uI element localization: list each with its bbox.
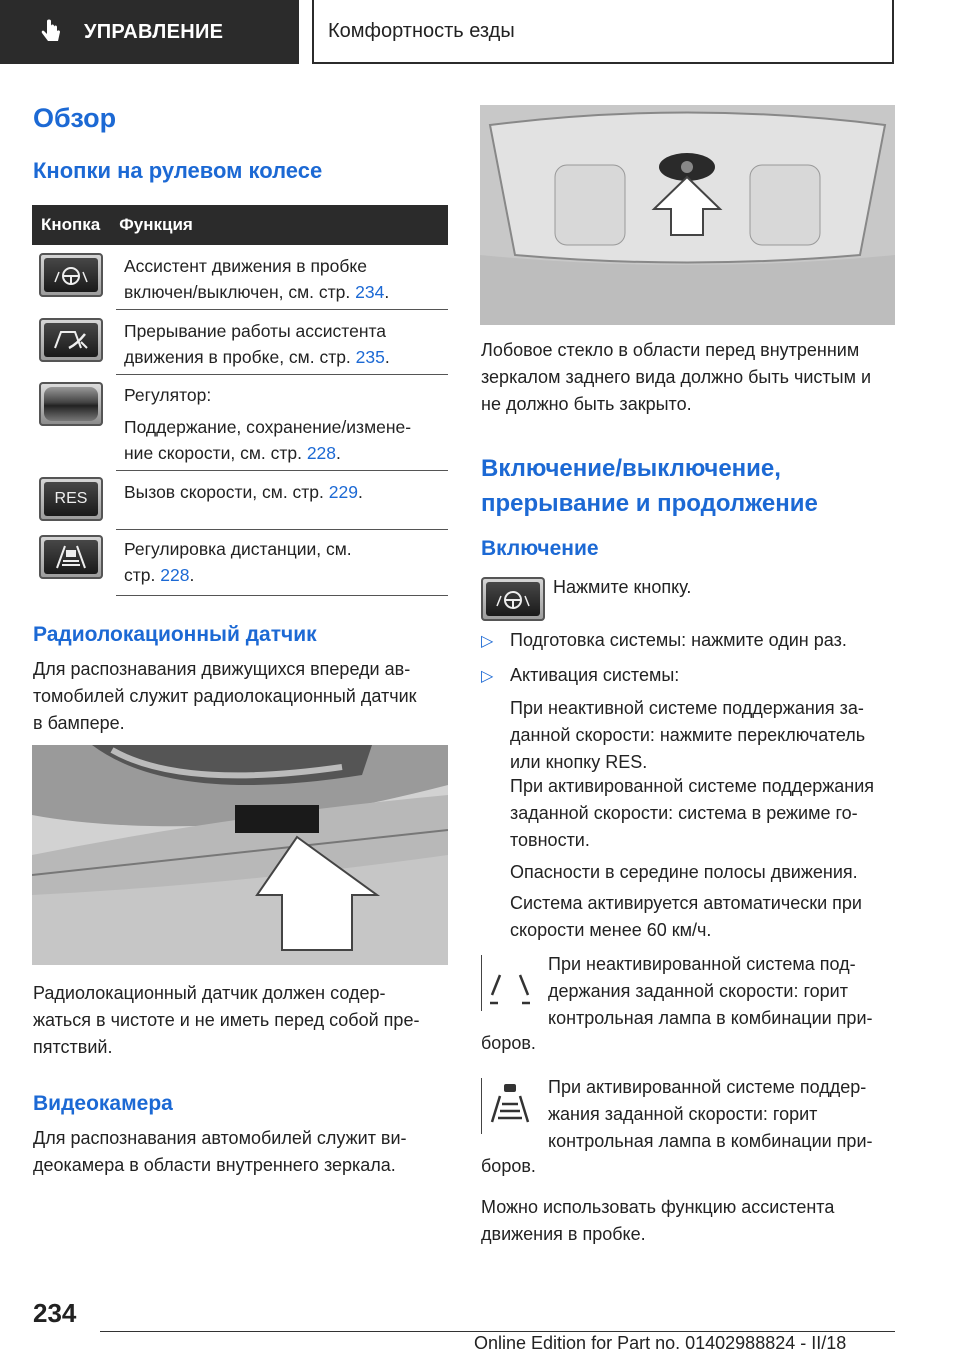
text-line: не должно быть закрыто. [481,394,692,414]
chapter-title: Комфортность езды [328,19,515,42]
text-line: пятствий. [33,1037,113,1057]
edition-info: Online Edition for Part no. 01402988824 - II/18 [474,1333,847,1353]
text-line: Можно использовать функцию ассистента [481,1197,835,1217]
final-note [481,1194,901,1248]
page-link[interactable]: 228 [160,565,190,585]
text-line: Для распознавания автомобилей служит ви- [33,1128,407,1148]
camera-heading: Видеокамера [33,1092,173,1115]
radar-sensor-image [32,745,448,965]
radar-caption [33,980,453,1061]
row-text: включен/выключен, см. стр. [124,282,356,302]
row-text: Поддержание, сохранение/измене- [124,417,412,437]
col-function-header: Функция [119,215,193,234]
res-button-icon [39,477,103,521]
row-text: . [189,565,195,585]
row-text: Вызов скорости, см. стр. [124,482,329,502]
page-link[interactable]: 234 [355,282,385,302]
step-prepare: Подготовка системы: нажмите один раз. [510,630,847,650]
row-text: Ассистент движения в пробке [124,256,368,276]
divider [116,470,448,471]
steering-buttons-heading: Кнопки на рулевом колесе [33,158,323,183]
text-line: товности. [510,830,590,850]
row-text: ние скорости, см. стр. [124,443,307,463]
activate-active-text [510,773,910,854]
traffic-jam-assistant-button-icon [481,577,545,621]
switch-on-heading: Включение [481,537,599,560]
text-line: При активированной системе поддержания [510,776,875,796]
step-activate: Активация системы: [510,665,680,685]
bullet-arrow-icon: ▷ [481,633,494,650]
row-text: . [336,443,341,463]
hand-icon [38,19,64,45]
res-label: RES [44,482,98,516]
text-line: деокамера в области внутреннего зеркала. [33,1155,396,1175]
section-title: УПРАВЛЕНИЕ [84,20,224,43]
radar-text [33,656,453,737]
table-row [124,382,440,466]
text-line: в бампере. [33,713,125,733]
auto-activation-text [510,890,910,944]
text-line: При активированной системе поддер- [548,1077,867,1097]
camera-text [33,1125,453,1179]
divider [116,374,448,375]
table-row [124,318,440,370]
text-line: контрольная лампа в комбинации при- [548,1131,873,1151]
row-text: стр. [124,565,161,585]
text-line: томобилей служит радиолокационный датчик [33,686,417,706]
press-button-text: Нажмите кнопку. [553,577,692,597]
row-text: . [357,482,363,502]
text-line: При неактивной системе поддержания за- [510,698,864,718]
row-text: . [384,347,390,367]
chapter-header [312,0,894,64]
divider [116,309,448,310]
row-text: Регулировка дистанции, см. [124,539,352,559]
text-line: данной скорости: нажмите переключатель [510,725,866,745]
lane-center-text: Опасности в середине полосы движения. [510,862,858,882]
divider [116,595,448,596]
lamp-active-text-tail: боров. [481,1156,536,1176]
text-line: жаться в чистоте и не иметь перед собой пре- [33,1010,420,1030]
lamp-active-text [548,1074,908,1155]
lamp-inactive-text [548,951,908,1032]
indicator-lamp-inactive-icon [481,955,538,1011]
text-line: жания заданной скорости: горит [548,1104,818,1124]
lamp-inactive-text-tail: боров. [481,1033,536,1053]
table-row [124,479,440,505]
page-link[interactable]: 229 [328,482,358,502]
row-text: Регулятор: [124,385,212,405]
page-number: 234 [33,1298,77,1328]
text-line: зеркалом заднего вида должно быть чистым и [481,367,872,387]
page-link[interactable]: 228 [306,443,337,463]
bullet-arrow-icon: ▷ [481,668,494,685]
text-line: Радиолокационный датчик должен содер- [33,983,386,1003]
traffic-jam-assistant-button-icon [39,253,103,297]
windshield-caption [481,337,901,418]
text-line: Лобовое стекло в области перед внутренним [481,340,860,360]
text-line: или кнопку RES. [510,752,648,772]
heading-line: Включение/выключение, [481,455,781,482]
on-off-heading [481,451,818,521]
distance-button-icon [39,535,103,579]
table-row [124,536,440,588]
text-line: Система активируется автоматически при [510,893,862,913]
text-line: скорости менее 60 км/ч. [510,920,712,940]
divider [116,529,448,530]
table-row [124,253,440,305]
interrupt-assistant-button-icon [39,318,103,362]
text-line: держания заданной скорости: горит [548,981,848,1001]
text-line: При неактивированной система под- [548,954,856,974]
windshield-camera-image [480,105,895,325]
text-line: заданной скорости: система в режиме го- [510,803,858,823]
radar-heading: Радиолокационный датчик [33,623,317,646]
text-line: движения в пробке. [481,1224,646,1244]
row-text: Прерывание работы ассистента [124,321,387,341]
row-text: . [384,282,390,302]
table-header [32,205,448,245]
page-title: Обзор [33,103,117,133]
heading-line: прерывание и продолжение [481,490,818,517]
page-link[interactable]: 235 [355,347,385,367]
indicator-lamp-active-icon [481,1078,538,1134]
section-tab[interactable] [0,0,299,64]
rocker-switch-icon [39,382,103,426]
footer-divider [100,1331,895,1332]
text-line: Для распознавания движущихся впереди ав- [33,659,411,679]
text-line: контрольная лампа в комбинации при- [548,1008,873,1028]
row-text: движения в пробке, см. стр. [124,347,356,367]
col-button-header: Кнопка [41,215,101,234]
activate-inactive-text [510,695,910,776]
